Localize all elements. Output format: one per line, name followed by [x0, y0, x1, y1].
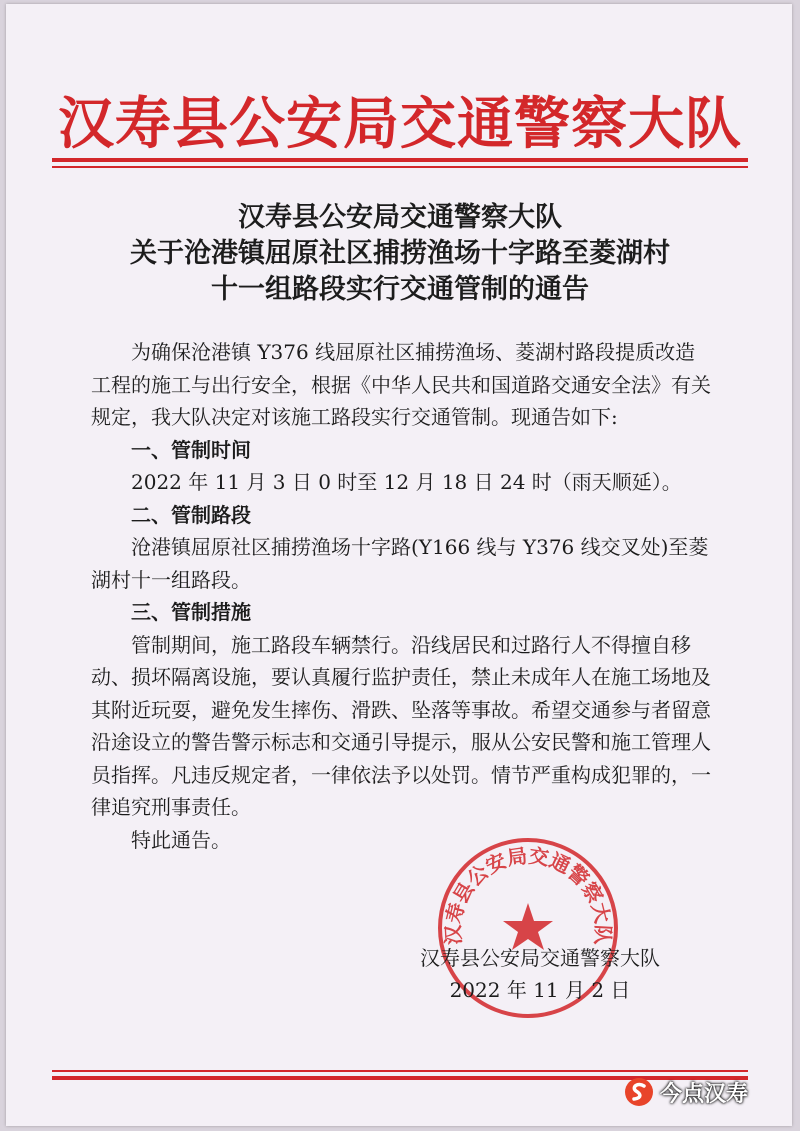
notice-title-line-1: 汉寿县公安局交通警察大队	[238, 202, 562, 233]
signature-org: 汉寿县公安局交通警察大队	[420, 946, 660, 970]
watermark-text: 今点汉寿	[660, 1081, 749, 1107]
section-heading-road: 二、管制路段	[131, 502, 251, 527]
letterhead-rule-thin	[52, 166, 748, 168]
section-text-road: 沧港镇屈原社区捕捞渔场十字路(Y166 线与 Y376 线交叉处)至菱湖村十一组路段。	[91, 535, 709, 592]
letterhead-title: 汉寿县公安局交通警察大队	[58, 91, 742, 157]
section-text-time: 2022 年 11 月 3 日 0 时至 12 月 18 日 24 时（雨天顺延）。	[131, 470, 682, 494]
section-heading-measures: 三、管制措施	[131, 600, 251, 624]
notice-title-line-2: 关于沧港镇屈原社区捕捞渔场十字路至菱湖村	[130, 238, 670, 269]
s-swirl-logo-icon	[624, 1077, 654, 1107]
watermark-logo	[624, 1072, 784, 1112]
seal-text: 汉寿县公安局交通警察大队	[440, 843, 616, 946]
letterhead-rule-thick	[52, 158, 748, 162]
section-text-measures: 管制期间，施工路段车辆禁行。沿线居民和过路行人不得擅自移动、损坏隔离设施，要认真履行监护责任，禁止未成年人在施工场地及其附近玩耍，避免发生摔伤、滑跌、坠落等事故。希望交通参与者留意沿途设立的警告警示标志和交通引导提示，服从公安民警和施工管理人员指挥。凡违反规定者，一律依法予以处罚。情节严重构成犯罪的，一律追究刑事责任。	[91, 632, 711, 819]
signature-block	[380, 942, 700, 1006]
notice-title	[0, 200, 800, 308]
notice-closing: 特此通告。	[131, 827, 231, 852]
notice-intro: 为确保沧港镇 Y376 线屈原社区捕捞渔场、菱湖村路段提质改造工程的施工与出行安全，根据《中华人民共和国道路交通安全法》有关规定，我大队决定对该施工路段实行交通管制。现通告如下:	[91, 340, 711, 429]
notice-body	[91, 336, 711, 856]
notice-title-line-3: 十一组路段实行交通管制的通告	[211, 274, 589, 305]
section-heading-time: 一、管制时间	[131, 437, 251, 462]
signature-date: 2022 年 11 月 2 日	[449, 978, 631, 1002]
